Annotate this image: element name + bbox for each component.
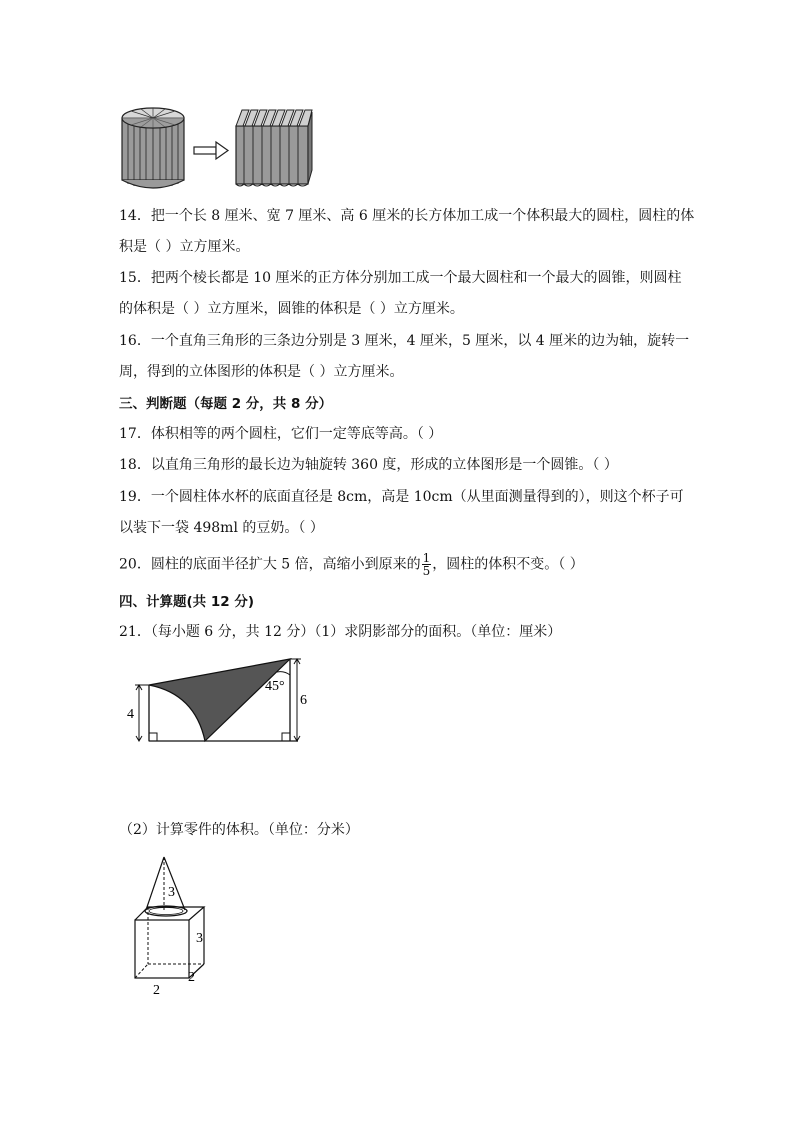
q14-line2: 积是（ ）立方厘米。 <box>119 239 250 255</box>
q20-text <box>119 552 584 577</box>
q19-line1: 19．一个圆柱体水杯的底面直径是 8cm，高是 10cm（从里面测量得到的），则这个杯子可 <box>119 489 684 505</box>
cylinder-drawing <box>122 108 184 188</box>
q17-text: 17．体积相等的两个圆柱，它们一定等底等高。（ ） <box>119 426 443 442</box>
fig2-cone-height-label: 3 <box>168 885 175 900</box>
fig2-box-depth-label: 2 <box>188 970 195 985</box>
fig1-angle-label: 45° <box>265 679 285 694</box>
q14-line1: 14．把一个长 8 厘米、宽 7 厘米、高 6 厘米的长方体加工成一个体积最大的圆柱，圆柱的体 <box>119 208 695 224</box>
q20-frac-den: 5 <box>422 564 431 578</box>
fig1-left-height-label: 4 <box>127 707 134 722</box>
shaded-area-figure <box>125 652 310 747</box>
cylinder-transform-figure <box>118 100 318 192</box>
q19-line2: 以装下一袋 498ml 的豆奶。（ ） <box>119 520 324 536</box>
arrow-icon <box>194 142 228 159</box>
rearranged-cuboid-drawing <box>236 110 312 186</box>
q18-text: 18．以直角三角形的最长边为轴旋转 360 度，形成的立体图形是一个圆锥。（ ） <box>119 457 618 473</box>
fig2-box-width-label: 2 <box>153 983 160 998</box>
q21-intro: 21．（每小题 6 分，共 12 分）（1）求阴影部分的面积。（单位：厘米） <box>119 624 562 640</box>
q21-part2: （2）计算零件的体积。（单位：分米） <box>119 822 359 838</box>
fig1-right-height-label: 6 <box>300 693 307 708</box>
q15-line1: 15．把两个棱长都是 10 厘米的正方体分别加工成一个最大圆柱和一个最大的圆锥，则圆柱 <box>119 270 682 286</box>
q20-before: 20．圆柱的底面半径扩大 5 倍，高缩小到原来的 <box>119 556 421 573</box>
q16-line1: 16．一个直角三角形的三条边分别是 3 厘米，4 厘米，5 厘米，以 4 厘米的边为轴，旋转一 <box>119 333 690 349</box>
q20-fraction <box>422 552 432 577</box>
part-volume-figure <box>128 850 228 1000</box>
q20-after: ，圆柱的体积不变。（ ） <box>432 556 584 573</box>
fig2-box-height-label: 3 <box>196 931 203 946</box>
q20-frac-num: 1 <box>422 551 431 565</box>
section-judgment-heading: 三、判断题（每题 2 分，共 8 分） <box>119 396 333 412</box>
q15-line2: 的体积是（ ）立方厘米，圆锥的体积是（ ）立方厘米。 <box>119 301 464 317</box>
section-calc-heading: 四、计算题(共 12 分) <box>119 594 255 610</box>
q16-line2: 周，得到的立体图形的体积是（ ）立方厘米。 <box>119 364 404 380</box>
